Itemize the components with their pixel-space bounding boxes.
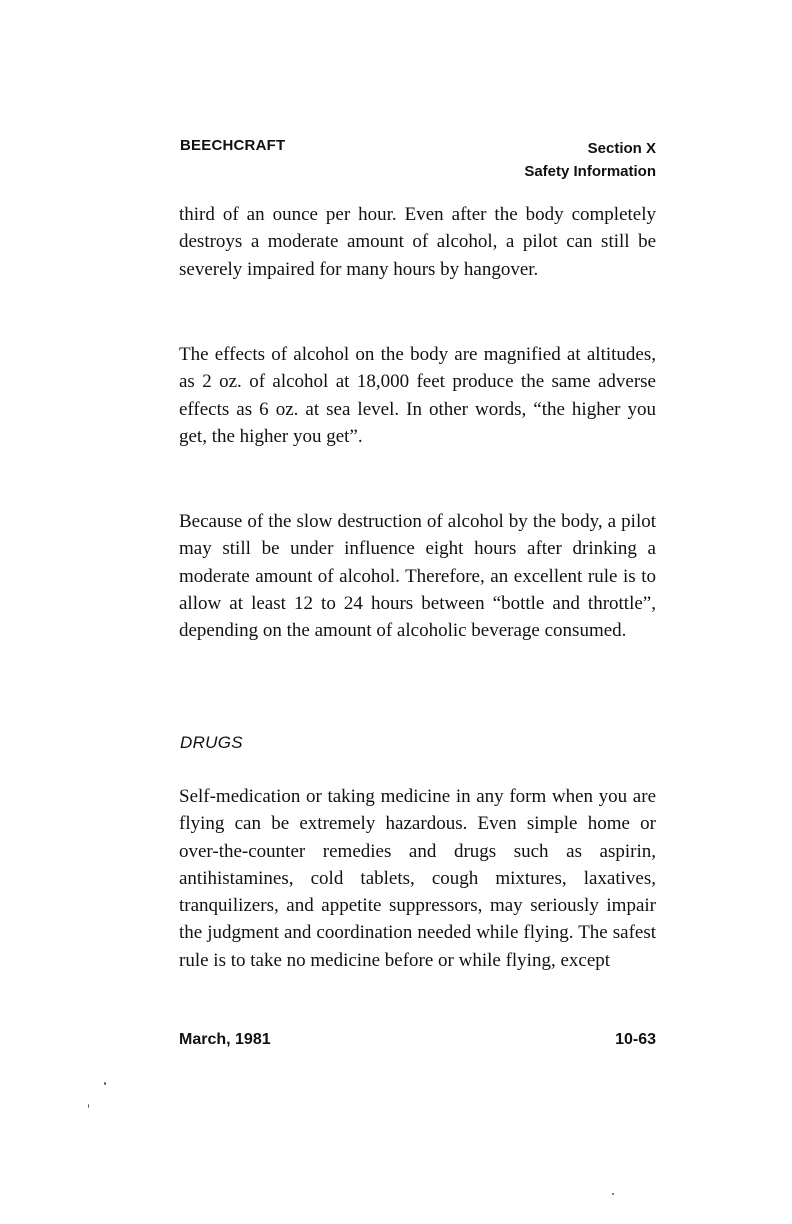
footer-page-number: 10-63 (615, 1031, 656, 1048)
scan-speck (104, 1082, 106, 1085)
header-manufacturer: BEECHCRAFT (180, 137, 286, 154)
footer-date: March, 1981 (179, 1031, 271, 1048)
scan-speck (88, 1104, 89, 1108)
paragraph-bottle-and-throttle: Because of the slow destruction of alcohol by the body, a pilot may still be under influence eight hours after drinking a moderate amount of alcohol. Therefore, an excellent rule is to allow at least 12 to 24 hours between “bottle and throttle”, depending on the amount of alcoholic beverage consumed. (179, 511, 656, 642)
paragraph-hangover: third of an ounce per hour. Even after the body completely destroys a moderate amount of alcohol, a pilot can still be severely impaired for many hours by hangover. (179, 204, 656, 280)
header-subtitle: Safety Information (524, 163, 656, 180)
paragraph-self-medication: Self-medication or taking medicine in any form when you are flying can be extremely hazardous. Even simple home or over-the-counter remedies and drugs such as aspirin, antihistamines, cold tablets, cough mixtures, laxatives, tranquilizers, and appetite suppressors, may seriously impair the judgment and coordination needed while flying. The safest rule is to take no medicine before or while flying, except (179, 786, 656, 971)
scan-speck (612, 1193, 614, 1195)
section-heading-drugs: DRUGS (180, 733, 243, 752)
header-section-block (524, 137, 656, 183)
header-section: Section X (587, 140, 656, 157)
paragraph-altitude-effects: The effects of alcohol on the body are magnified at altitudes, as 2 oz. of alcohol at 18,000 feet produce the same adverse effects as 6 oz. at sea level. In other words, “the higher you get, the higher you get”. (179, 344, 656, 447)
